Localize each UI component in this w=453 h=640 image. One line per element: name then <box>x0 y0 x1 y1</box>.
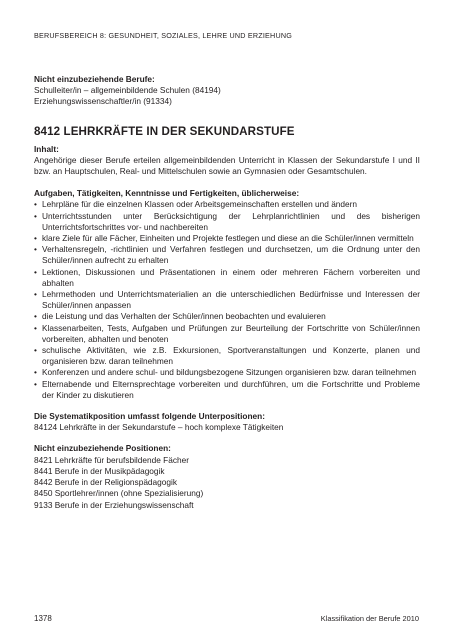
excluded-position-item: 8442 Berufe in der Religionspädagogik <box>34 477 177 488</box>
excluded-position-item: 8441 Berufe in der Musikpädagogik <box>34 465 165 476</box>
excluded-jobs-heading: Nicht einzubeziehende Berufe: <box>34 74 155 84</box>
task-item: • schulische Aktivitäten, wie z.B. Exkursionen, Sportveranstaltungen und Konzerte, planen und organisieren bzw. daran teilnehmen <box>34 345 420 367</box>
publication-title: Klassifikation der Berufe 2010 <box>320 614 419 623</box>
tasks-heading: Aufgaben, Tätigkeiten, Kenntnisse und Fertigkeiten, üblicherweise: <box>34 188 300 199</box>
task-item: • Lehrmethoden und Unterrichtsmaterialien an die unterschiedlichen Bedürfnisse und Interessen der Schüler/innen anpassen <box>34 289 420 311</box>
content-text: Angehörige dieser Berufe erteilen allgemeinbildenden Unterricht in Klassen der Sekundarstufe I und II bzw. an Hauptschulen, Real- und Mittelschulen sowie an Gymnasien oder Gesamtschulen. <box>34 154 420 177</box>
task-item: • klare Ziele für alle Fächer, Einheiten und Projekte festlegen und diese an die Schüler/innen vermitteln <box>34 233 414 244</box>
bullet-icon: • <box>34 210 37 221</box>
bullet-icon: • <box>34 244 37 255</box>
tasks-list <box>34 199 420 401</box>
task-item: • Elternabende und Elternsprechtage vorbereiten und durchführen, um die Fortschritte und Probleme der Kinder zu diskutieren <box>34 378 420 400</box>
page-content <box>34 74 420 511</box>
sub-position-item: 84124 Lehrkräfte in der Sekundarstufe – hoch komplexe Tätigkeiten <box>34 422 284 433</box>
bullet-icon: • <box>34 233 37 244</box>
task-item: • die Leistung und das Verhalten der Schüler/innen beobachten und evaluieren <box>34 311 326 322</box>
task-item: • Verhaltensregeln, -richtlinien und Verfahren festlegen und durchsetzen, um die Ordnung unter den Schüler/innen aufrecht zu erhalten <box>34 244 420 266</box>
bullet-icon: • <box>34 199 37 210</box>
sub-positions-heading: Die Systematikposition umfasst folgende Unterpositionen: <box>34 411 265 422</box>
page-number: 1378 <box>34 614 52 623</box>
task-item: • Lektionen, Diskussionen und Präsentationen in einem oder mehreren Fächern vorbereiten und abhalten <box>34 266 420 288</box>
excluded-positions-list <box>34 455 420 511</box>
bullet-icon: • <box>34 367 37 378</box>
excluded-job-item: Erziehungswissenschaftler/in (91334) <box>34 96 172 107</box>
bullet-icon: • <box>34 311 37 322</box>
bullet-icon: • <box>34 289 37 300</box>
task-item: • Klassenarbeiten, Tests, Aufgaben und Prüfungen zur Beurteilung der Fortschritte von Schüler/innen vorbereiten, abhalten und benoten <box>34 322 420 344</box>
task-item: • Lehrpläne für die einzelnen Klassen oder Arbeitsgemeinschaften erstellen und ändern <box>34 199 358 210</box>
excluded-positions-heading: Nicht einzubeziehende Positionen: <box>34 443 171 454</box>
excluded-jobs-list <box>34 85 420 107</box>
excluded-position-item: 9133 Berufe in der Erziehungswissenschaft <box>34 499 194 510</box>
task-item: • Konferenzen und andere schul- und bildungsbezogene Sitzungen organisieren bzw. daran teilnehmen <box>34 367 417 378</box>
excluded-position-item: 8450 Sportlehrer/innen (ohne Spezialisierung) <box>34 488 204 499</box>
bullet-icon: • <box>34 266 37 277</box>
bullet-icon: • <box>34 345 37 356</box>
content-heading: Inhalt: <box>34 143 59 154</box>
task-item: • Unterrichtsstunden unter Berücksichtigung der Lehrplanrichtlinien und des bisherigen Unterrichtsfortschrittes vor- und nachbereiten <box>34 210 420 232</box>
excluded-job-item: Schulleiter/in – allgemeinbildende Schulen (84194) <box>34 85 221 96</box>
running-header: BERUFSBEREICH 8: GESUNDHEIT, SOZIALES, LEHRE UND ERZIEHUNG <box>34 31 293 40</box>
bullet-icon: • <box>34 322 37 333</box>
bullet-icon: • <box>34 378 37 389</box>
excluded-position-item: 8421 Lehrkräfte für berufsbildende Fächer <box>34 454 189 465</box>
section-title: 8412 LEHRKRÄFTE IN DER SEKUNDARSTUFE <box>34 124 295 138</box>
